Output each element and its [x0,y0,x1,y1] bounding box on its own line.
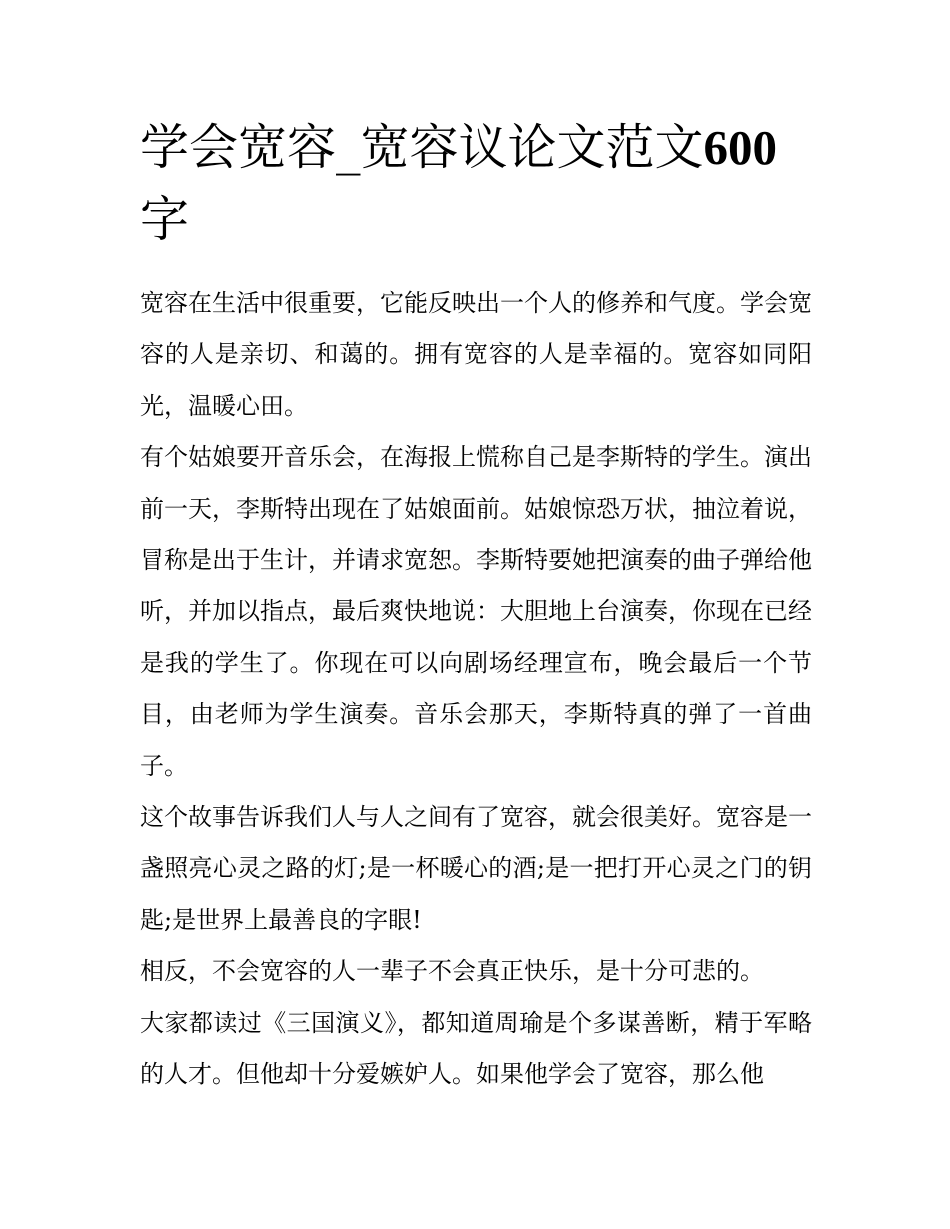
title-text: 学会宽容_宽容议论文范文 [140,119,704,176]
paragraph-2: 有个姑娘要开音乐会，在海报上慌称自己是李斯特的学生。演出前一天，李斯特出现在了姑娘面前。姑娘惊恐万状，抽泣着说，冒称是出于生计，并请求宽恕。李斯特要她把演奏的曲子弹给他听，并加以指点，最后爽快地说：大胆地上台演奏，你现在已经是我的学生了。你现在可以向剧场经理宣布，晚会最后一个节目，由老师为学生演奏。音乐会那天，李斯特真的弹了一首曲子。 [140,443,812,780]
document-title [140,112,812,256]
title-number: 600 [703,120,778,175]
document-content [140,112,812,1101]
title-suffix: 字 [140,191,190,248]
paragraph-5: 大家都读过《三国演义》，都知道周瑜是个多谋善断，精于军略的人才。但他却十分爱嫉妒人。如果他学会了宽容，那么他 [140,1008,812,1089]
paragraph-3: 这个故事告诉我们人与人之间有了宽容，就会很美好。宽容是一盏照亮心灵之路的灯;是一杯暖心的酒;是一把打开心灵之门的钥匙;是世界上最善良的字眼! [140,803,812,934]
paragraph-4: 相反，不会宽容的人一辈子不会真正快乐，是十分可悲的。 [140,957,764,986]
paragraph-1: 宽容在生活中很重要，它能反映出一个人的修养和气度。学会宽容的人是亲切、和蔼的。拥有宽容的人是幸福的。宽容如同阳光，温暖心田。 [140,289,812,420]
